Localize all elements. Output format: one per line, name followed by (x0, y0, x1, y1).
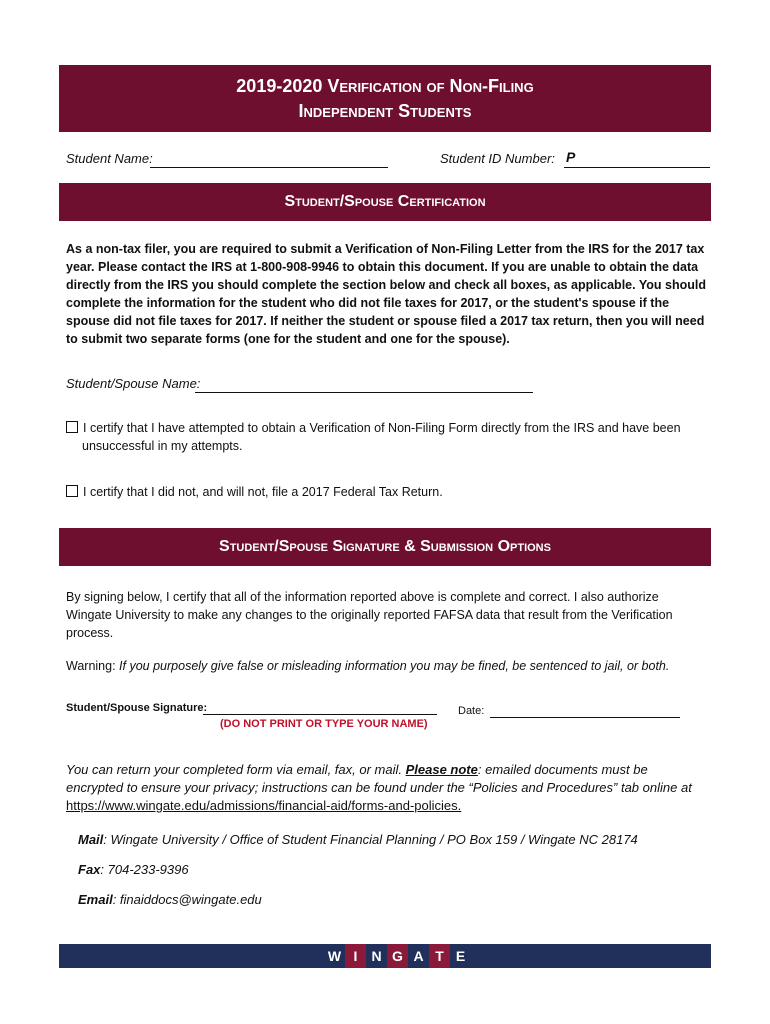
form-title-banner (59, 65, 711, 132)
email-label: Email (78, 892, 113, 907)
certification-instructions: As a non-tax filer, you are required to submit a Verification of Non-Filing Letter from the IRS for the 2017 tax year. Please contact the IRS at 1-800-908-9946 to obtain this document. If you are unable to obtain the data directly from the IRS you should complete the section below and check all boxes, as applicable. You should complete the information for the student who did not file taxes for 2017, or the student's spouse if the spouse did not file taxes for 2017. If neither the student or spouse filed a 2017 tax return, then you will need to submit two separate forms (one for the student and one for the spouse). (66, 242, 706, 346)
signature-certify-text: By signing below, I certify that all of the information reported above is complete and correct. I also authorize Wingate University to make any changes to the originally reported FAFSA data that result from the Verification process. (66, 590, 673, 640)
signature-note: (DO NOT PRINT OR TYPE YOUR NAME) (220, 718, 428, 730)
certify-attempt-text-1: I certify that I have attempted to obtain a Verification of Non-Filing Form directly from the IRS and have been (83, 421, 681, 435)
submission-note-text: : emailed documents must be encrypted to ensure your privacy; instructions can be found under the “Policies and Procedures” tab online at (66, 762, 692, 795)
fax-line (78, 862, 189, 877)
fax-label: Fax (78, 862, 101, 877)
form-title-line1: 2019-2020 Verification of Non-Filing (236, 76, 534, 96)
fax-value: : 704-233-9396 (100, 862, 189, 877)
certify-no-return-row (66, 483, 706, 501)
submission-instructions (66, 761, 706, 815)
certify-no-return-text: I certify that I did not, and will not, file a 2017 Federal Tax Return. (83, 485, 443, 499)
please-note-label: Please note (405, 762, 478, 777)
student-name-value (150, 152, 154, 167)
signature-field[interactable] (203, 700, 437, 715)
forms-policies-link[interactable]: https://www.wingate.edu/admissions/financial-aid/forms-and-policies. (66, 798, 462, 813)
student-id-label: Student ID Number: (440, 151, 555, 166)
spouse-name-label: Student/Spouse Name: (66, 376, 201, 391)
warning-label: Warning: (66, 659, 116, 673)
logo-letter-t: T (429, 944, 450, 968)
student-name-label: Student Name: (66, 151, 153, 166)
spouse-name-field[interactable] (195, 376, 533, 393)
mail-label: Mail (78, 832, 104, 847)
logo-letter-n: N (371, 948, 382, 964)
mail-value: : Wingate University / Office of Student Financial Planning / PO Box 159 / Wingate NC 28174 (103, 832, 638, 847)
student-name-field[interactable] (150, 151, 388, 168)
certify-no-return-checkbox[interactable] (66, 485, 78, 497)
signature-heading: Student/Spouse Signature & Submission Options (59, 528, 711, 566)
certify-attempt-checkbox[interactable] (66, 421, 78, 433)
wingate-logo-bar (59, 944, 711, 968)
certify-attempt-text-2: unsuccessful in my attempts. (82, 439, 243, 453)
student-id-value: P (566, 149, 576, 165)
logo-letter-g: G (387, 944, 408, 968)
certification-heading: Student/Spouse Certification (59, 183, 711, 221)
email-value: : finaiddocs@wingate.edu (112, 892, 262, 907)
form-title-line2: Independent Students (298, 101, 472, 121)
date-label: Date: (458, 705, 485, 717)
logo-letter-e: E (455, 948, 466, 964)
mail-line (78, 832, 638, 847)
student-id-field[interactable] (564, 149, 710, 168)
submission-intro: You can return your completed form via email, fax, or mail. (66, 762, 402, 777)
certify-attempt-row (66, 419, 706, 455)
signature-label: Student/Spouse Signature: (66, 702, 208, 714)
logo-letter-a: A (413, 948, 424, 964)
email-line (78, 892, 262, 907)
warning-line (66, 657, 706, 675)
logo-letter-i: I (345, 944, 366, 968)
logo-letter-w: W (327, 948, 342, 964)
date-field[interactable] (490, 704, 680, 718)
warning-text: If you purposely give false or misleading information you may be fined, be sentenced to jail, or both. (119, 659, 670, 673)
